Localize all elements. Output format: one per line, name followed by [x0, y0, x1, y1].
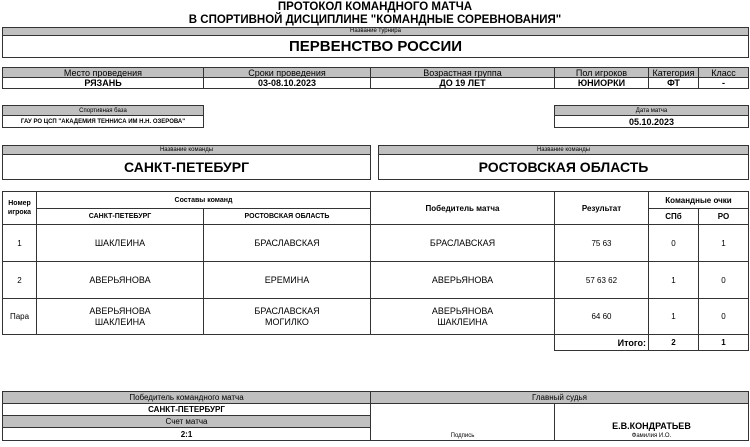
tournament-name: ПЕРВЕНСТВО РОССИИ — [288, 38, 463, 55]
info-label-place: Место проведения — [2, 67, 204, 78]
protocol-title: ПРОТОКОЛ КОМАНДНОГО МАТЧА — [277, 1, 473, 13]
team1-name: САНКТ-ПЕТЕБУРГ — [123, 159, 250, 175]
th-points-spb: СПб — [648, 208, 699, 225]
row2-no: 2 — [2, 261, 37, 299]
row1-winner: БРАСЛАВСКАЯ — [370, 224, 555, 262]
team2-label: Название команды — [379, 146, 748, 155]
match-date-value: 05.10.2023 — [554, 115, 749, 128]
match-score-value: 2:1 — [2, 427, 371, 441]
th-points: Командные очки — [648, 191, 749, 209]
row2-points-ro: 0 — [698, 261, 749, 299]
row2-result: 57 63 62 — [554, 261, 649, 299]
venue-label: Спортивная база — [2, 105, 204, 116]
info-value-category: ФТ — [648, 77, 699, 89]
th-team2: РОСТОВСКАЯ ОБЛАСТЬ — [203, 208, 371, 225]
info-value-age: ДО 19 ЛЕТ — [370, 77, 555, 89]
th-winner: Победитель матча — [370, 191, 555, 225]
info-value-place: РЯЗАНЬ — [2, 77, 204, 89]
judge-name-cell — [554, 403, 749, 441]
team-winner-value: САНКТ-ПЕТЕРБУРГ — [2, 403, 371, 416]
info-label-dates: Сроки проведения — [203, 67, 371, 78]
judge-name-label: Фамилия И.О. — [631, 433, 672, 439]
row2-winner: АВЕРЬЯНОВА — [370, 261, 555, 299]
info-label-class: Класс — [698, 67, 749, 78]
row-pair-result: 64 60 — [554, 298, 649, 335]
row1-points-spb: 0 — [648, 224, 699, 262]
team1-label: Название команды — [3, 146, 370, 155]
info-label-age: Возрастная группа — [370, 67, 555, 78]
row1-no: 1 — [2, 224, 37, 262]
row-pair-points-spb: 1 — [648, 298, 699, 335]
protocol-subtitle: В СПОРТИВНОЙ ДИСЦИПЛИНЕ "КОМАНДНЫЕ СОРЕВНОВАНИЯ" — [188, 14, 562, 26]
info-value-dates: 03-08.10.2023 — [203, 77, 371, 89]
total-points-ro: 1 — [698, 334, 749, 351]
tournament-box — [2, 27, 749, 58]
chief-judge-label: Главный судья — [370, 391, 749, 404]
info-value-class: - — [698, 77, 749, 89]
info-label-category: Категория — [648, 67, 699, 78]
row1-result: 75 63 — [554, 224, 649, 262]
match-score-label: Счет матча — [2, 415, 371, 428]
row-pair-points-ro: 0 — [698, 298, 749, 335]
team1-box — [2, 145, 371, 180]
venue-value: ГАУ РО ЦСП "АКАДЕМИЯ ТЕННИСА ИМ Н.Н. ОЗЕРОВА" — [2, 115, 204, 128]
info-label-gender: Пол игроков — [554, 67, 649, 78]
team2-box — [378, 145, 749, 180]
total-label: Итого: — [554, 334, 649, 351]
row-pair-team2: БРАСЛАВСКАЯ МОГИЛКО — [203, 298, 371, 335]
tournament-label: Название турнира — [3, 28, 748, 36]
row1-team1: ШАКЛЕИНА — [36, 224, 204, 262]
row-pair-no: Пара — [2, 298, 37, 335]
row1-team2: БРАСЛАВСКАЯ — [203, 224, 371, 262]
signature-cell — [370, 403, 555, 441]
team-winner-label: Победитель командного матча — [2, 391, 371, 404]
team2-name: РОСТОВСКАЯ ОБЛАСТЬ — [478, 159, 649, 175]
row1-points-ro: 1 — [698, 224, 749, 262]
total-points-spb: 2 — [648, 334, 699, 351]
th-player-no: Номер игрока — [2, 191, 37, 225]
row-pair-team1: АВЕРЬЯНОВА ШАКЛЕИНА — [36, 298, 204, 335]
signature-label: Подпись — [450, 433, 475, 439]
judge-name: Е.В.КОНДРАТЬЕВ — [612, 421, 691, 431]
th-points-ro: РО — [698, 208, 749, 225]
th-rosters: Составы команд — [36, 191, 371, 209]
row2-points-spb: 1 — [648, 261, 699, 299]
row2-team1: АВЕРЬЯНОВА — [36, 261, 204, 299]
th-team1: САНКТ-ПЕТЕБУРГ — [36, 208, 204, 225]
th-result: Результат — [554, 191, 649, 225]
row-pair-winner: АВЕРЬЯНОВА ШАКЛЕИНА — [370, 298, 555, 335]
info-value-gender: ЮНИОРКИ — [554, 77, 649, 89]
match-date-label: Дата матча — [554, 105, 749, 116]
row2-team2: ЕРЕМИНА — [203, 261, 371, 299]
